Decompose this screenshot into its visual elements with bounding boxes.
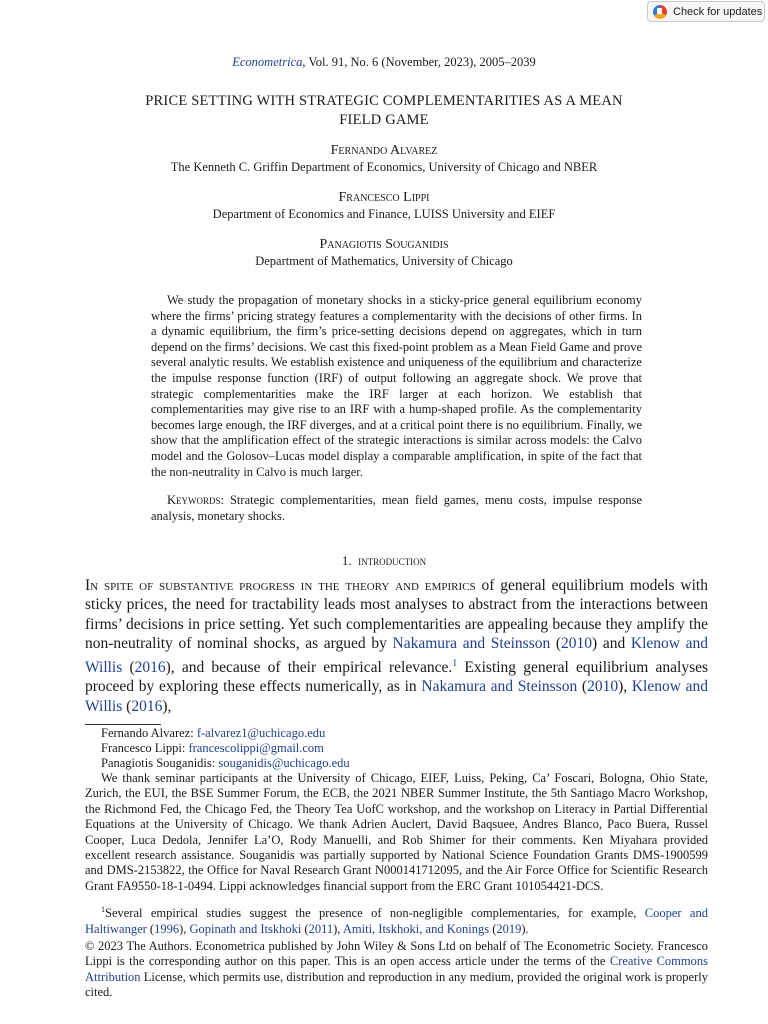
citation-year-link[interactable]: 2016	[131, 697, 163, 715]
keywords	[151, 493, 642, 524]
abstract: We study the propagation of monetary shocks in a sticky-price general equilibrium economy where the firms’ pricing strategy features a complementarity with the decisions of other firms. In a dynamic equilibrium, the firm’s price-setting decisions depend on aggregates, which in turn depend on the firms’ decisions. We cast this fixed-point problem as a Mean Field Game and prove several analytic results. We establish existence and uniqueness of the equilibrium and characterize the impulse response function (IRF) of output following an aggregate shock. We prove that strategic complementarities make the IRF larger at each horizon. We establish that complementarities may give rise to an IRF with a hump-shaped profile. As the complementarity becomes large enough, the IRF diverges, and at a critical point there is no equilibrium. Finally, we show that the amplification effect of the strategic interactions is similar across models: the Calvo model and the Golosov–Lucas model display a comparable amplification, in spite of the fact that the non-neutrality in Calvo is much larger.	[151, 293, 642, 479]
author-contact-2: Francesco Lippi: francescolippi@gmail.com	[101, 741, 324, 755]
author-name-1: Fernando Alvarez	[330, 143, 438, 158]
footnote-marker-link[interactable]: 1	[452, 657, 458, 669]
email-link[interactable]: souganidis@uchicago.edu	[218, 756, 350, 770]
footnote-1: $^1$Several empirical studies suggest the presence of non-negligible complementaries, for example, Cooper and Haltiwanger (1996), Gopinath and Itskhoki (2011), Amiti, Itskhoki, and Konings (2019).	[85, 905, 708, 936]
introduction-paragraph: In spite of substantive progress in the theory and empirics of general equilibrium models with sticky prices, the need for tractability leads most analyses to abstract from the interactions between firms’ decisions in price setting. Yet such complementarities are appealing because they amplify the non-neutrality of nominal shocks, as argued by Nakamura and Steinsson (2010) and Klenow and Willis (2016), and because of their empirical relevance.$^1$ Existing general equilibrium analyses proceed by exploring these effects numerically, as in Nakamura and Steinsson (2010), Klenow and Willis (2016),	[85, 577, 709, 715]
citation-link[interactable]: Klenow and Willis	[85, 635, 709, 676]
author-affiliation-3: Department of Mathematics, University of Chicago	[255, 254, 513, 268]
author-contact-3: Panagiotis Souganidis: souganidis@uchicago.edu	[101, 756, 350, 770]
journal-name-link[interactable]: Econometrica	[232, 55, 303, 69]
check-for-updates-label: Check for updates	[673, 5, 763, 18]
acknowledgements: We thank seminar participants at the University of Chicago, EIEF, Luiss, Peking, Ca’ Foscari, Bologna, Ohio State, Zurich, the EUI, the BSE Summer Forum, the ECB, the 2021 NBER Summer Institute, the 5th Santiago Macro Workshop, the Richmond Fed, the Chicago Fed, the Theory Tea UofC workshop, and the workshop on Literacy in Partial Differential Equations at the University of Chicago. We thank Adrien Auclert, David Baqsuee, Andres Blanco, Paco Buera, Russel Cooper, Luca Dedola, Jennifer La’O, Rody Manuelli, and Rob Shimer for their comments. Ken Miyahara provided excellent research assistance. Souganidis was partially supported by National Science Foundation Grants DMS-1900599 and DMS-2153822, the Office for Naval Research Grant N000141712095, and the Air Force Office for Scientific Research Grant FA9550-18-1-0494. Lippi acknowledges financial support from the ERC Grant 101054421-DCS.	[85, 771, 708, 893]
citation-link[interactable]: Klenow and Willis	[85, 678, 709, 715]
intro-lead: In spite of substantive progress in the theory and empirics	[85, 577, 476, 594]
keywords-text: Strategic complementarities, mean field games, menu costs, impulse response analysis, monetary shocks.	[151, 493, 642, 523]
citation-year-link[interactable]: 2019	[496, 921, 522, 936]
citation-link[interactable]: Amiti, Itskhoki, and Konings	[342, 921, 490, 936]
citation-year-link[interactable]: 2010	[561, 635, 593, 653]
title-line-1: PRICE SETTING WITH STRATEGIC COMPLEMENTARITIES AS A MEAN	[145, 93, 623, 109]
author-name-2: Francesco Lippi	[338, 190, 430, 205]
email-link[interactable]: f-alvarez1@uchicago.edu	[196, 726, 326, 740]
citation-year-link[interactable]: 2016	[134, 658, 166, 676]
citation-year-link[interactable]: 1996	[154, 921, 180, 936]
citation-link[interactable]: Gopinath and Itskhoki	[189, 921, 302, 936]
license-link[interactable]: Creative Commons Attribution	[85, 954, 708, 984]
citation-link[interactable]: Cooper and Haltiwanger	[85, 906, 708, 936]
title-line-2: FIELD GAME	[339, 112, 429, 128]
copyright-notice: © 2023 The Authors. Econometrica published by John Wiley & Sons Ltd on behalf of The Econometric Society. Francesco Lippi is the corresponding author on this paper. This is an open access article under the terms of the Creative Commons Attribution License, which permits use, distribution and reproduction in any medium, provided the original work is properly cited.	[85, 939, 708, 1000]
footnote-divider	[85, 724, 161, 725]
author-affiliation-2: Department of Economics and Finance, LUISS University and EIEF	[212, 207, 556, 221]
citation-year-link[interactable]: 2010	[587, 678, 619, 696]
author-contact-1: Fernando Alvarez: f-alvarez1@uchicago.edu	[101, 726, 326, 740]
section-heading: 1. introduction	[341, 553, 427, 568]
keywords-label: Keywords:	[167, 493, 224, 507]
author-affiliation-1: The Kenneth C. Griffin Department of Economics, University of Chicago and NBER	[170, 160, 598, 174]
journal-citation: Econometrica, Vol. 91, No. 6 (November, 2023), 2005–2039	[232, 55, 536, 69]
check-for-updates-button[interactable]	[647, 1, 765, 22]
crossmark-icon	[653, 5, 667, 19]
citation-link[interactable]: Nakamura and Steinsson	[392, 635, 551, 653]
author-name-3: Panagiotis Souganidis	[319, 237, 449, 252]
email-link[interactable]: francescolippi@gmail.com	[188, 741, 324, 755]
citation-year-link[interactable]: 2011	[308, 921, 334, 936]
citation-link[interactable]: Nakamura and Steinsson	[421, 678, 578, 696]
paper-title	[0, 92, 768, 130]
